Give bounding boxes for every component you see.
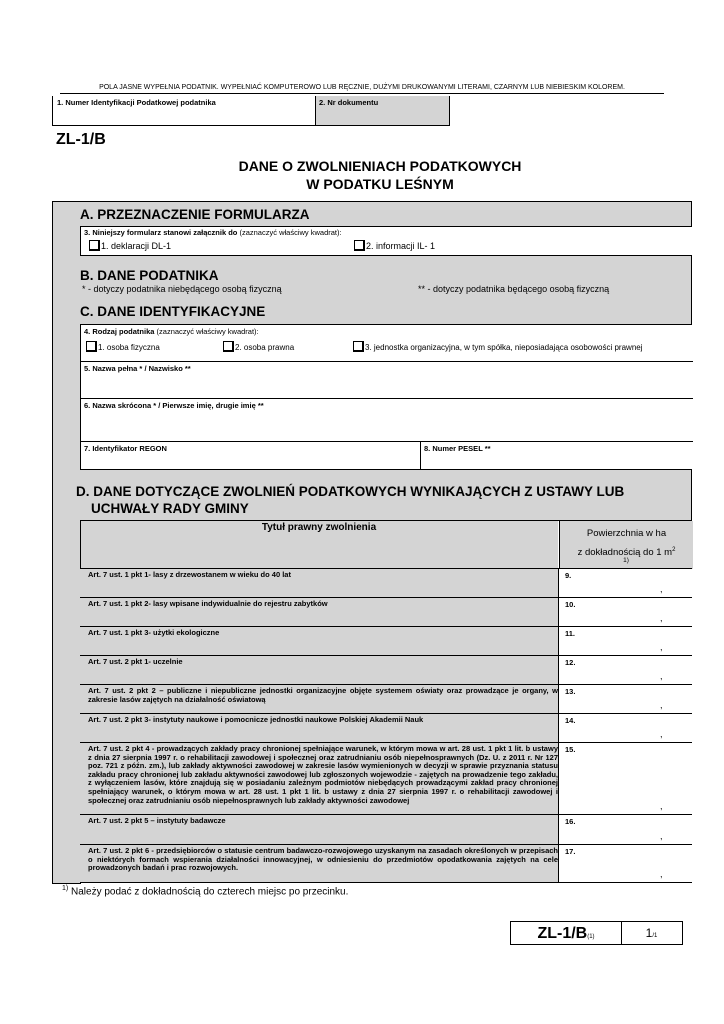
field4-label-text: 4. Rodzaj podatnika: [84, 327, 155, 336]
col2-header-line1: Powierzchnia w ha: [586, 528, 667, 539]
table-row: [80, 568, 692, 597]
row-legal-basis: Art. 7 ust. 2 pkt 6 - przedsiębiorców o statusie centrum badawczo-rozwojowego uzyskanym na zasadach określonych w przepisach o niektórych formach wspierania działalności innowacyjnej, w odniesieniu do przedmiotów opodatkowania zajętych na cele prowadzonych badań i prac rozwojowych.: [88, 846, 558, 873]
footer-page: 1: [645, 926, 653, 940]
area-input[interactable]: [558, 845, 692, 883]
area-input[interactable]: [558, 685, 692, 714]
checkbox-natural-person[interactable]: [86, 341, 97, 352]
field5-label: 5. Nazwa pełna * / Nazwisko **: [84, 364, 191, 373]
form-code: ZL-1/B: [56, 131, 106, 148]
area-input[interactable]: [558, 815, 692, 845]
form-title-line2: W PODATKU LEŚNYM: [306, 176, 454, 192]
option-il1[interactable]: [354, 240, 435, 251]
section-d-heading-line1: D. DANE DOTYCZĄCE ZWOLNIEŃ PODATKOWYCH WYNIKAJĄCYCH Z USTAWY LUB: [76, 484, 625, 499]
field3-label: [84, 228, 342, 237]
checkbox-org-unit[interactable]: [353, 341, 364, 352]
col2-header-line2-text: z dokładnością do 1 m: [577, 547, 673, 559]
decimal-separator: ,: [660, 831, 663, 841]
checkbox-dl1[interactable]: [89, 240, 100, 251]
table-row: [80, 742, 692, 814]
form-title: [180, 157, 580, 193]
instruction-rule: [60, 93, 664, 94]
decimal-separator: ,: [660, 801, 663, 811]
table-row: [80, 626, 692, 655]
field5-full-name[interactable]: [81, 361, 693, 398]
option-il1-label: 2. informacji IL- 1: [366, 241, 436, 251]
footer-page-of: /1: [652, 933, 658, 939]
table-row: [80, 814, 692, 844]
area-input[interactable]: [558, 598, 692, 627]
field8-label: 8. Numer PESEL **: [424, 444, 491, 453]
area-input[interactable]: [558, 714, 692, 743]
footnote: [62, 885, 348, 897]
area-input[interactable]: [558, 627, 692, 656]
field3-hint: (zaznaczyć właściwy kwadrat):: [239, 228, 342, 237]
option-org-unit-label: 3. jednostka organizacyjna, w tym spółka, nieposiadająca osobowości prawnej: [365, 343, 643, 352]
table-bottom-rule: [80, 882, 692, 883]
field4-hint: (zaznaczyć właściwy kwadrat):: [156, 327, 259, 336]
row-field-number: 10.: [565, 600, 576, 609]
col2-header-sup: 2: [672, 547, 676, 553]
option-org-unit[interactable]: [353, 341, 643, 352]
row-field-number: 16.: [565, 817, 576, 826]
row-legal-basis: Art. 7 ust. 1 pkt 2- lasy wpisane indywidualnie do rejestru zabytków: [88, 599, 328, 608]
footer-code-sub: (1): [587, 934, 595, 940]
form-title-line1: DANE O ZWOLNIENIACH PODATKOWYCH: [238, 158, 522, 174]
section-c-box: [80, 324, 692, 470]
checkbox-il1[interactable]: [354, 240, 365, 251]
row-legal-basis: Art. 7 ust. 2 pkt 2 – publiczne i niepubliczne jednostki organizacyjne objęte systemem oświaty oraz prowadzące je organy, w zakresie lasów zajętych na działalność oświatową: [88, 686, 558, 704]
table-header-col1-overlay: Tytuł prawny zwolnienia: [261, 522, 377, 533]
field6-label: 6. Nazwa skrócona * / Pierwsze imię, drugie imię **: [84, 401, 264, 410]
row-field-number: 13.: [565, 687, 576, 696]
instruction-text: POLA JASNE WYPEŁNIA PODATNIK. WYPEŁNIAĆ KOMPUTEROWO LUB RĘCZNIE, DUŻYMI DRUKOWANYMI LITERAMI, CZARNYM LUB NIEBIESKIM KOLOREM.: [99, 84, 625, 91]
area-input[interactable]: [558, 569, 692, 598]
row-legal-basis: Art. 7 ust. 2 pkt 5 – instytuty badawcze: [88, 816, 226, 825]
row-field-number: 12.: [565, 658, 576, 667]
section-b-note2: ** - dotyczy podatnika będącego osobą fizyczną: [418, 284, 610, 294]
section-d-heading-line2: UCHWAŁY RADY GMINY: [91, 501, 249, 516]
field3-label-text: 3. Niniejszy formularz stanowi załącznik do: [84, 228, 238, 237]
doc-number-label: 2. Nr dokumentu: [319, 98, 379, 107]
footnote-text: Należy podać z dokładnością do czterech miejsc po przecinku.: [71, 886, 349, 898]
footer-code-box: [510, 921, 622, 945]
decimal-separator: ,: [660, 584, 663, 594]
decimal-separator: ,: [660, 613, 663, 623]
table-row: [80, 684, 692, 713]
option-dl1[interactable]: [89, 240, 171, 251]
row-field-number: 11.: [565, 629, 576, 638]
field4-label: [84, 327, 259, 336]
option-legal-person-label: 2. osoba prawna: [235, 343, 295, 352]
field3-box: [80, 226, 692, 256]
option-dl1-label: 1. deklaracji DL-1: [101, 241, 172, 251]
footer-code: ZL-1/B: [537, 925, 588, 942]
table-row: [80, 597, 692, 626]
nip-field[interactable]: [52, 96, 316, 126]
row-legal-basis: Art. 7 ust. 1 pkt 1- lasy z drzewostanem w wieku do 40 lat: [88, 570, 291, 579]
field8-pesel[interactable]: [421, 441, 693, 470]
row-legal-basis: Art. 7 ust. 2 pkt 1- uczelnie: [88, 657, 183, 666]
row-field-number: 15.: [565, 745, 576, 754]
table-row: [80, 713, 692, 742]
section-d-heading: [76, 483, 624, 517]
option-natural-person-label: 1. osoba fizyczna: [98, 343, 160, 352]
checkbox-legal-person[interactable]: [223, 341, 234, 352]
decimal-separator: ,: [660, 642, 663, 652]
decimal-separator: ,: [660, 869, 663, 879]
decimal-separator: ,: [660, 671, 663, 681]
field6-short-name[interactable]: [81, 398, 693, 441]
row-field-number: 17.: [565, 847, 576, 856]
section-a-heading: A. PRZEZNACZENIE FORMULARZA: [80, 207, 310, 222]
row-legal-basis: Art. 7 ust. 1 pkt 3- użytki ekologiczne: [88, 628, 220, 637]
section-b-note1: * - dotyczy podatnika niebędącego osobą fizyczną: [82, 284, 282, 294]
section-b-heading: B. DANE PODATNIKA: [80, 268, 219, 283]
decimal-separator: ,: [660, 729, 663, 739]
row-field-number: 9.: [565, 571, 572, 580]
row-legal-basis: Art. 7 ust. 2 pkt 3- instytuty naukowe i pomocnicze jednostki naukowe Polskiej Akademii Nauk: [88, 715, 424, 724]
footnote-mark: 1): [62, 885, 69, 892]
decimal-separator: ,: [660, 700, 663, 710]
table-row: [80, 844, 692, 882]
area-input[interactable]: [558, 656, 692, 685]
table-row: [80, 655, 692, 684]
field7-label: 7. Identyfikator REGON: [84, 444, 167, 453]
option-legal-person[interactable]: [223, 341, 294, 352]
row-legal-basis: Art. 7 ust. 2 pkt 4 - prowadzących zakłady pracy chronionej spełniające warunek, w którym mowa w art. 28 ust. 1 pkt 1 lit. b ustawy z dnia 27 sierpnia 1997 r. o rehabilitacji zawodowej i społecznej oraz zatrudnianiu osób niepełnosprawnych (Dz. U. z 2011 r. Nr 127 poz. 721 z późn. zm.), lub zakłady aktywności zawodowej w zakresie lasów wymienionych w decyzji w sprawie przyznania statusu zakładu pracy chronionej lub zakładu aktywności zawodowej lub zgłoszonych wojewodzie - zajętych na prowadzenie tego zakładu, z wyłączeniem lasów, które znajdują się w posiadaniu zależnym podmiotów niebędących prowadzącymi zakład pracy chronionej spełniający warunek, o którym mowa w art. 28 ust. 1 pkt 1 lit. b ustawy z dnia 27 sierpnia 1997 r. o rehabilitacji zawodowej i społecznej oraz zatrudnianiu osób niepełnosprawnych lub zakłady aktywności zawodowej: [88, 744, 558, 805]
area-input[interactable]: [558, 743, 692, 815]
row-field-number: 14.: [565, 716, 576, 725]
col2-header-note: 1): [623, 557, 629, 564]
field7-regon[interactable]: [81, 441, 421, 470]
section-c-heading: C. DANE IDENTYFIKACYJNE: [80, 304, 266, 319]
footer-page-box: [621, 921, 683, 945]
option-natural-person[interactable]: [86, 341, 160, 352]
nip-label: 1. Numer Identyfikacji Podatkowej podatnika: [57, 98, 216, 107]
doc-number-field: [315, 96, 450, 126]
